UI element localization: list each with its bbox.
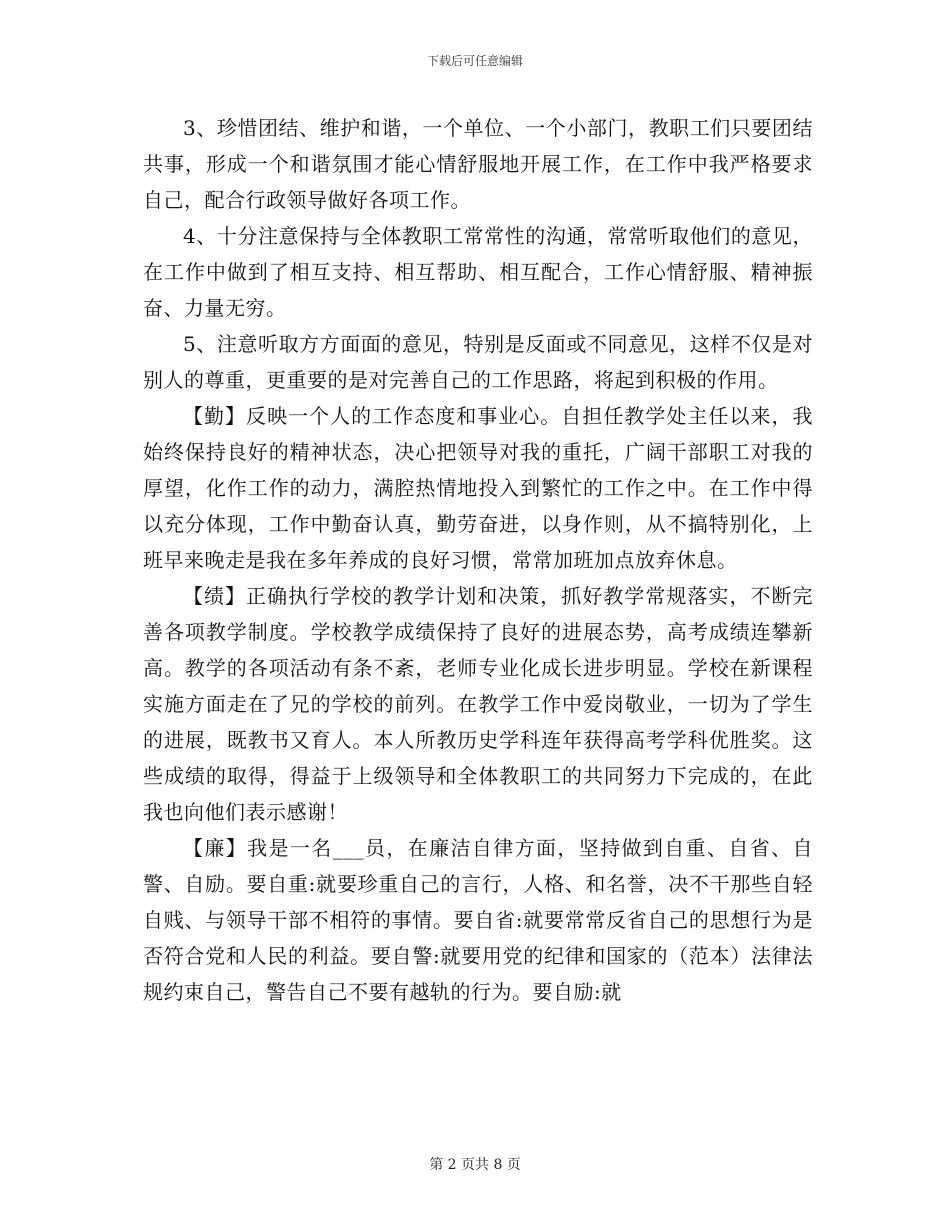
page-footer: 第 2 页共 8 页 xyxy=(429,1157,521,1173)
paragraph-unity: 3、珍惜团结、维护和谐，一个单位、一个小部门，教职工们只要团结共事，形成一个和谐氛围才能心情舒服地开展工作，在工作中我严格要求自己，配合行政领导做好各项工作。 xyxy=(143,116,813,212)
page-header: 下载后可任意编辑 xyxy=(426,54,523,68)
paragraph-integrity: 【廉】我是一名___员，在廉洁自律方面，坚持做到自重、自省、自警、自励。要自重:就要珍重自己的言行，人格、和名誉，决不干那些自轻自贱、与领导干部不相符的事情。要自省:就要常常反省自己的思想行为是否符合党和人民的利益。要自警:就要用党的纪律和国家的（范本）法律法规约束自己，警告自己不要有越轨的行为。要自励:就 xyxy=(143,836,813,1004)
paragraph-communication: 4、十分注意保持与全体教职工常常性的沟通，常常听取他们的意见，在工作中做到了相互支持、相互帮助、相互配合，工作心情舒服、精神振奋、力量无穷。 xyxy=(143,224,813,320)
document-body xyxy=(143,110,813,1010)
paragraph-diligence: 【勤】反映一个人的工作态度和事业心。自担任教学处主任以来，我始终保持良好的精神状态，决心把领导对我的重托，广阔干部职工对我的厚望，化作工作的动力，满腔热情地投入到繁忙的工作之中。在工作中得以充分体现，工作中勤奋认真，勤劳奋进，以身作则，从不搞特别化，上班早来晚走是我在多年养成的良好习惯，常常加班加点放弃休息。 xyxy=(143,404,813,572)
paragraph-opinions: 5、注意听取方方面面的意见，特别是反面或不同意见，这样不仅是对别人的尊重，更重要的是对完善自己的工作思路，将起到积极的作用。 xyxy=(143,332,813,392)
paragraph-achievements: 【绩】正确执行学校的教学计划和决策，抓好教学常规落实，不断完善各项教学制度。学校教学成绩保持了良好的进展态势，高考成绩连攀新高。教学的各项活动有条不紊，老师专业化成长进步明显。学校在新课程实施方面走在了兄的学校的前列。在教学工作中爱岗敬业，一切为了学生的进展，既教书又育人。本人所教历史学科连年获得高考学科优胜奖。这些成绩的取得，得益于上级领导和全体教职工的共同努力下完成的，在此我也向他们表示感谢！ xyxy=(143,584,813,824)
